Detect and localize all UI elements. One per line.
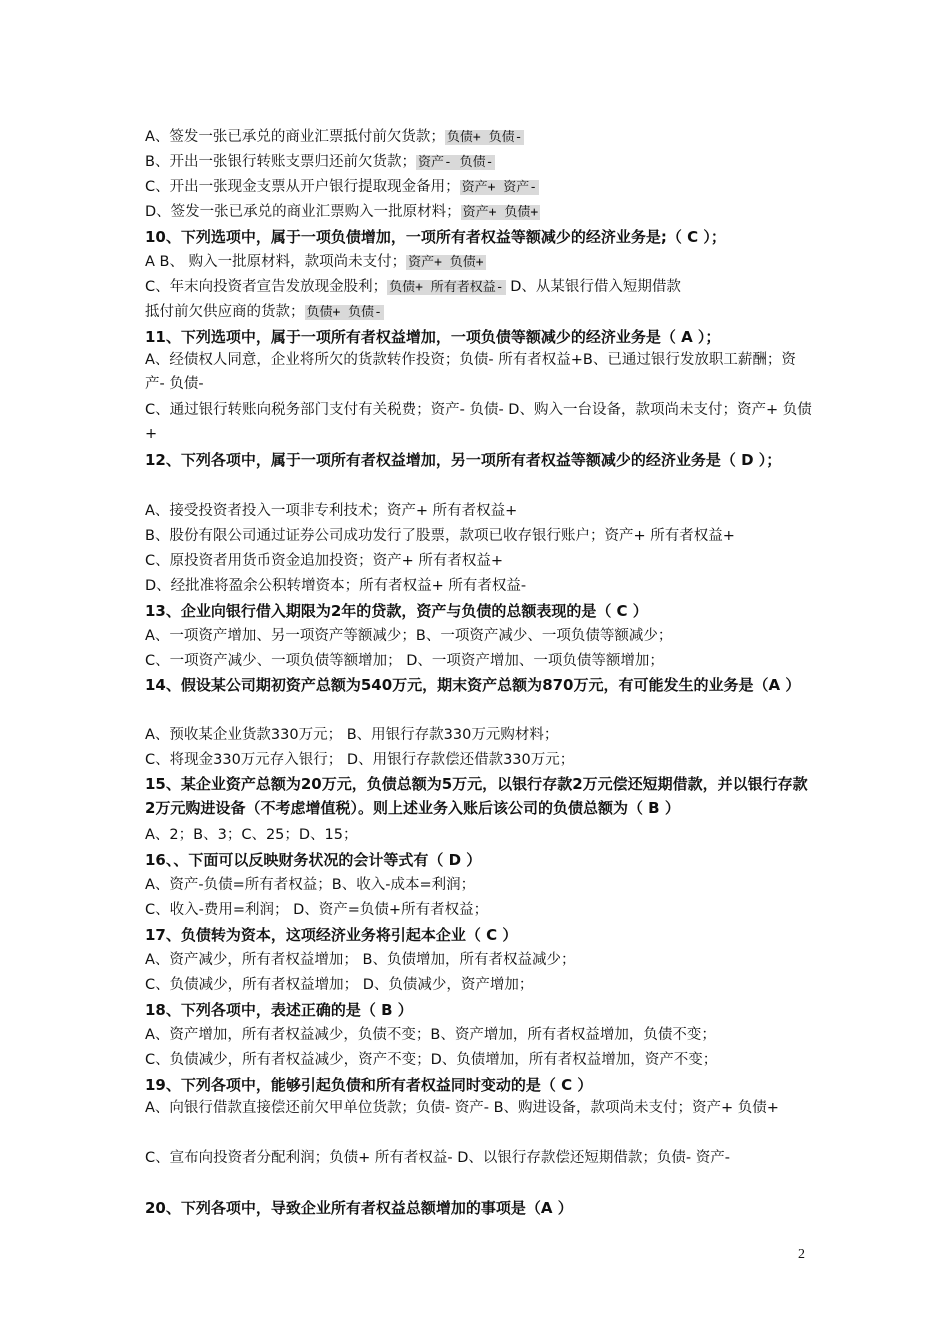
- option-line: C、负债减少，所有者权益增加； D、负债减少，资产增加；: [145, 977, 534, 993]
- question-14: 14、假设某公司期初资产总额为540万元，期末资产总额为870万元，有可能发生的业务是（A ）: [145, 676, 801, 694]
- question-16: 16、、下面可以反映财务状况的会计等式有（ D ）: [145, 851, 482, 869]
- question-12: 12、下列各项中，属于一项所有者权益增加，另一项所有者权益等额减少的经济业务是（ D ）；: [145, 451, 782, 469]
- highlighted-annotation: 负债+ 所有者权益-: [389, 280, 504, 295]
- option-line: A、预收某企业货款330万元； B、用银行存款330万元购材料；: [145, 727, 559, 743]
- option-line: A、经债权人同意，企业将所欠的货款转作投资；负债- 所有者权益+B、已通过银行发放职工薪酬；资产- 负债-: [145, 352, 796, 392]
- option-line: C、通过银行转账向税务部门支付有关税费；资产- 负债- D、购入一台设备，款项尚未支付；资产+ 负债+: [145, 402, 812, 442]
- option-line: A B、 购入一批原材料，款项尚未支付； 资产+ 负债+: [145, 254, 484, 270]
- option-line: A、资产减少，所有者权益增加； B、负债增加，所有者权益减少；: [145, 952, 576, 968]
- question-17: 17、负债转为资本，这项经济业务将引起本企业（ C ）: [145, 926, 518, 944]
- highlighted-annotation: 资产+ 负债+: [408, 255, 484, 270]
- question-18: 18、下列各项中，表述正确的是（ B ）: [145, 1001, 413, 1019]
- question-10: 10、下列选项中，属于一项负债增加，一项所有者权益等额减少的经济业务是;（ C ）；: [145, 228, 726, 246]
- highlighted-annotation: 负债+ 负债-: [306, 305, 382, 320]
- option-line: C、宣布向投资者分配利润；负债+ 所有者权益- D、以银行存款偿还短期借款；负债- 资产-: [145, 1150, 730, 1166]
- option-line: A、一项资产增加、另一项资产等额减少；B、一项资产减少、一项负债等额减少；: [145, 628, 673, 644]
- question-20: 20、下列各项中，导致企业所有者权益总额增加的事项是（A ）: [145, 1199, 573, 1217]
- option-line: A、签发一张已承兑的商业汇票抵付前欠货款； 负债+ 负债-: [145, 129, 523, 145]
- option-line: A、资产-负债=所有者权益；B、收入-成本=利润；: [145, 877, 476, 893]
- highlighted-annotation: 资产- 负债-: [417, 155, 494, 170]
- question-19: 19、下列各项中，能够引起负债和所有者权益同时变动的是（ C ）: [145, 1076, 593, 1094]
- option-line: C、一项资产减少、一项负债等额增加； D、一项资产增加、一项负债等额增加；: [145, 653, 664, 669]
- option-line: B、开出一张银行转账支票归还前欠货款； 资产- 负债-: [145, 154, 494, 170]
- option-line: D、经批准将盈余公积转增资本；所有者权益+ 所有者权益-: [145, 578, 527, 594]
- page-number: 2: [798, 1247, 805, 1262]
- highlighted-annotation: 负债+ 负债-: [446, 130, 523, 145]
- option-line: A、资产增加，所有者权益减少，负债不变；B、资产增加，所有者权益增加，负债不变；: [145, 1027, 716, 1043]
- option-line: C、收入-费用=利润； D、资产=负债+所有者权益；: [145, 902, 489, 918]
- option-line: A、接受投资者投入一项非专利技术；资产+ 所有者权益+: [145, 503, 518, 519]
- option-line: C、原投资者用货币资金追加投资；资产+ 所有者权益+: [145, 553, 504, 569]
- highlighted-annotation: 资产+ 负债+: [462, 205, 539, 220]
- option-line: C、将现金330万元存入银行； D、用银行存款偿还借款330万元；: [145, 752, 575, 768]
- option-line: B、股份有限公司通过证券公司成功发行了股票，款项已收存银行账户；资产+ 所有者权益+: [145, 528, 735, 544]
- option-line: C、负债减少，所有者权益减少，资产不变；D、负债增加，所有者权益增加，资产不变；: [145, 1052, 718, 1068]
- option-line: A、向银行借款直接偿还前欠甲单位货款；负债- 资产- B、购进设备，款项尚未支付；资产+ 负债+: [145, 1100, 779, 1116]
- question-11: 11、下列选项中，属于一项所有者权益增加，一项负债等额减少的经济业务是（ A ）；: [145, 328, 721, 346]
- option-line: C、开出一张现金支票从开户银行提取现金备用； 资产+ 资产-: [145, 179, 538, 195]
- question-15: 15、某企业资产总额为20万元，负债总额为5万元，以银行存款2万元偿还短期借款，并以银行存款2万元购进设备（不考虑增值税）。则上述业务入账后该公司的负债总额为（ B ）: [145, 775, 808, 817]
- question-13: 13、企业向银行借入期限为2年的贷款，资产与负债的总额表现的是（ C ）: [145, 602, 648, 620]
- option-line: C、年末向投资者宣告发放现金股利； 负债+ 所有者权益- D、从某银行借入短期借款: [145, 279, 681, 295]
- option-line: 抵付前欠供应商的货款； 负债+ 负债-: [145, 304, 382, 320]
- option-line: A、2；B、3；C、25；D、15；: [145, 827, 358, 843]
- option-line: D、签发一张已承兑的商业汇票购入一批原材料； 资产+ 负债+: [145, 204, 539, 220]
- highlighted-annotation: 资产+ 资产-: [461, 180, 538, 195]
